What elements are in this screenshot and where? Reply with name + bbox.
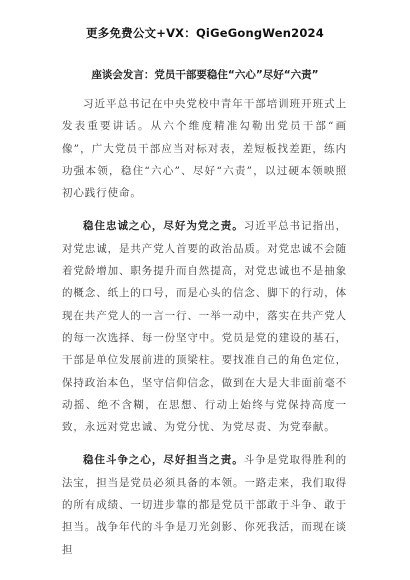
struggle-paragraph (62, 449, 347, 560)
document-body (62, 93, 347, 561)
promo-header: 更多免费公文+VX：QiGeGongWen2024 (86, 26, 324, 40)
paragraph-text: 习近平总书记在中央党校中青年干部培训班开班式上发表重要讲话。从六个维度精准勾勒出党员干部“画像”，广大党员干部应当对标对表，差短板找差距，练内功强本领，稳住“六心”、尽好“六责”，以过硬本领映照初心践行使命。 (62, 98, 347, 200)
paragraph-text: 习近平总书记指出，对党忠诚，是共产党人首要的政治品质。对党忠诚不会随着党龄增加、职务提升而自然提高，对党忠诚也不是抽象的概念、纸上的口号，而是心头的信念、脚下的行动，体现在共产党人的一言一行、一举一动中，落实在共产党人的每一次选择、每一份坚守中。党员是党的建设的基石，干部是单位发展前进的顶梁柱。要找准自己的角色定位，保持政治本色，坚守信仰信念，做到在大是大非面前毫不动摇、绝不含糊，在思想、行动上始终与党保持高度一致，永远对党忠诚、为党分忧、为党尽责、为党奉献。 (62, 220, 347, 434)
document-title: 座谈会发言：党员干部要稳住“六心”尽好“六责” (91, 69, 319, 81)
paragraph-lead: 稳住忠诚之心，尽好为党之责。 (83, 220, 244, 233)
paragraph-lead: 稳住斗争之心，尽好担当之责。 (83, 454, 244, 467)
paragraph-text: 斗争是党取得胜利的法宝，担当是党员必须具备的本领。一路走来，我们取得的所有成绩、一切进步靠的都是党员干部敢于斗争、敢于担当。战争年代的斗争是刀光剑影、你死我活，而现在谈担 (62, 454, 347, 556)
intro-paragraph (62, 93, 347, 204)
loyalty-paragraph (62, 215, 347, 438)
